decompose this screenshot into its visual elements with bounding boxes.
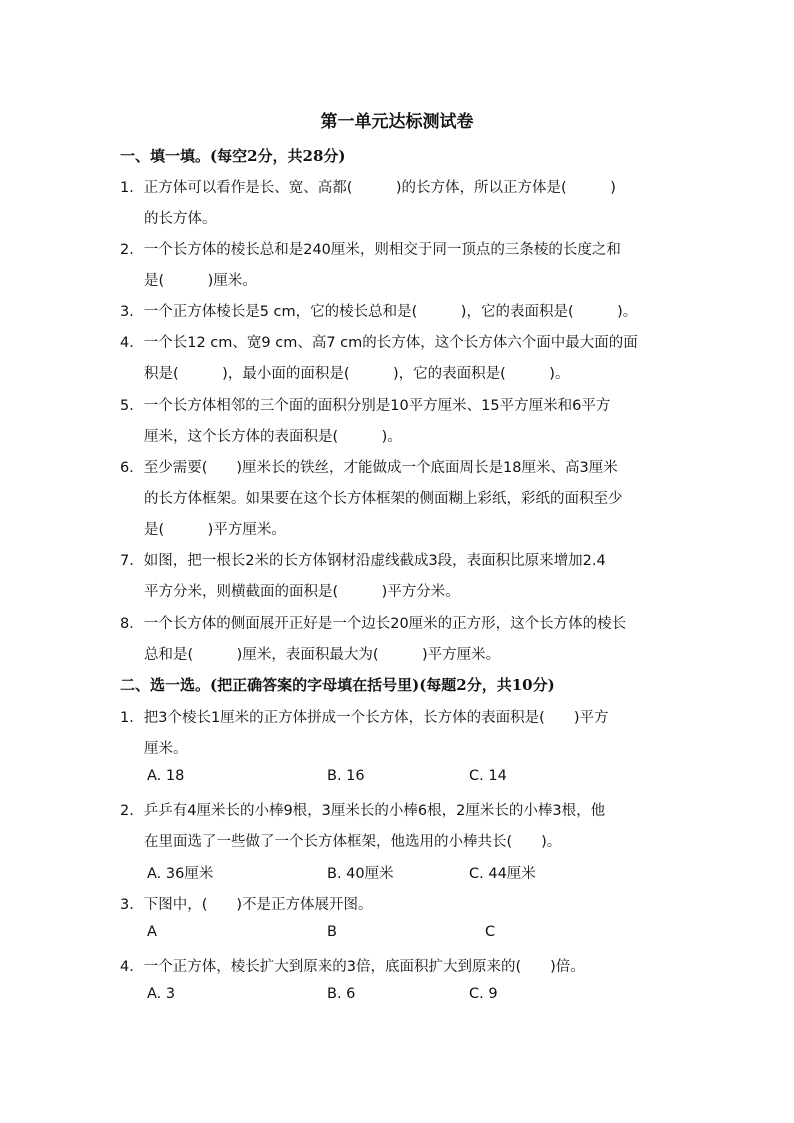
question-line: 积是( )，最小面的面积是( )，它的表面积是( )。	[144, 366, 570, 382]
option-b: B	[327, 924, 337, 940]
question-line: 4．一个长12 cm、宽9 cm、高7 cm的长方体，这个长方体六个面中最大面的面	[120, 335, 638, 351]
question-line: 4．一个正方体，棱长扩大到原来的3倍，底面积扩大到原来的( )倍。	[120, 959, 585, 975]
option-a: A. 36厘米	[147, 866, 214, 882]
option-c: C. 14	[469, 768, 507, 784]
question-line: 是( )平方厘米。	[144, 522, 286, 538]
option-a: A. 3	[147, 986, 176, 1002]
question-line: 5．一个长方体相邻的三个面的面积分别是10平方厘米、15平方厘米和6平方	[120, 398, 611, 414]
question-line: 厘米。	[144, 741, 188, 757]
section-heading-multiple-choice: 二、选一选。(把正确答案的字母填在括号里)(每题2分，共10分)	[120, 676, 555, 694]
option-b: B. 6	[327, 986, 356, 1002]
question-line: 总和是( )厘米，表面积最大为( )平方厘米。	[144, 647, 501, 663]
option-a: A	[147, 924, 157, 940]
question-line: 3．一个正方体棱长是5 cm，它的棱长总和是( )，它的表面积是( )。	[120, 304, 638, 320]
question-line: 1．正方体可以看作是长、宽、高都( )的长方体，所以正方体是( )	[120, 180, 616, 196]
question-line: 6．至少需要( )厘米长的铁丝，才能做成一个底面周长是18厘米、高3厘米	[120, 460, 618, 476]
question-line: 的长方体。	[144, 211, 217, 227]
question-line: 2．乒乒有4厘米长的小棒9根，3厘米长的小棒6根，2厘米长的小棒3根，他	[120, 803, 606, 819]
question-line: 3．下图中，( )不是正方体展开图。	[120, 897, 373, 913]
question-line: 的长方体框架。如果要在这个长方体框架的侧面糊上彩纸，彩纸的面积至少	[144, 491, 623, 507]
question-line: 平方分米，则横截面的面积是( )平方分米。	[144, 584, 460, 600]
question-line: 7．如图，把一根长2米的长方体钢材沿虚线截成3段，表面积比原来增加2.4	[120, 553, 606, 569]
option-b: B. 40厘米	[327, 866, 394, 882]
option-b: B. 16	[327, 768, 365, 784]
question-line: 2．一个长方体的棱长总和是240厘米，则相交于同一顶点的三条棱的长度之和	[120, 242, 621, 258]
option-c: C	[485, 924, 496, 940]
question-line: 是( )厘米。	[144, 273, 257, 289]
section-heading-fill-in: 一、填一填。(每空2分，共28分)	[120, 147, 346, 165]
option-a: A. 18	[147, 768, 185, 784]
option-c: C. 9	[469, 986, 498, 1002]
question-line: 在里面选了一些做了一个长方体框架，他选用的小棒共长( )。	[144, 834, 562, 850]
option-c: C. 44厘米	[469, 866, 536, 882]
question-line: 厘米，这个长方体的表面积是( )。	[144, 429, 402, 445]
page-title: 第一单元达标测试卷	[320, 112, 474, 132]
question-line: 1．把3个棱长1厘米的正方体拼成一个长方体，长方体的表面积是( )平方	[120, 710, 609, 726]
question-line: 8．一个长方体的侧面展开正好是一个边长20厘米的正方形，这个长方体的棱长	[120, 616, 627, 632]
